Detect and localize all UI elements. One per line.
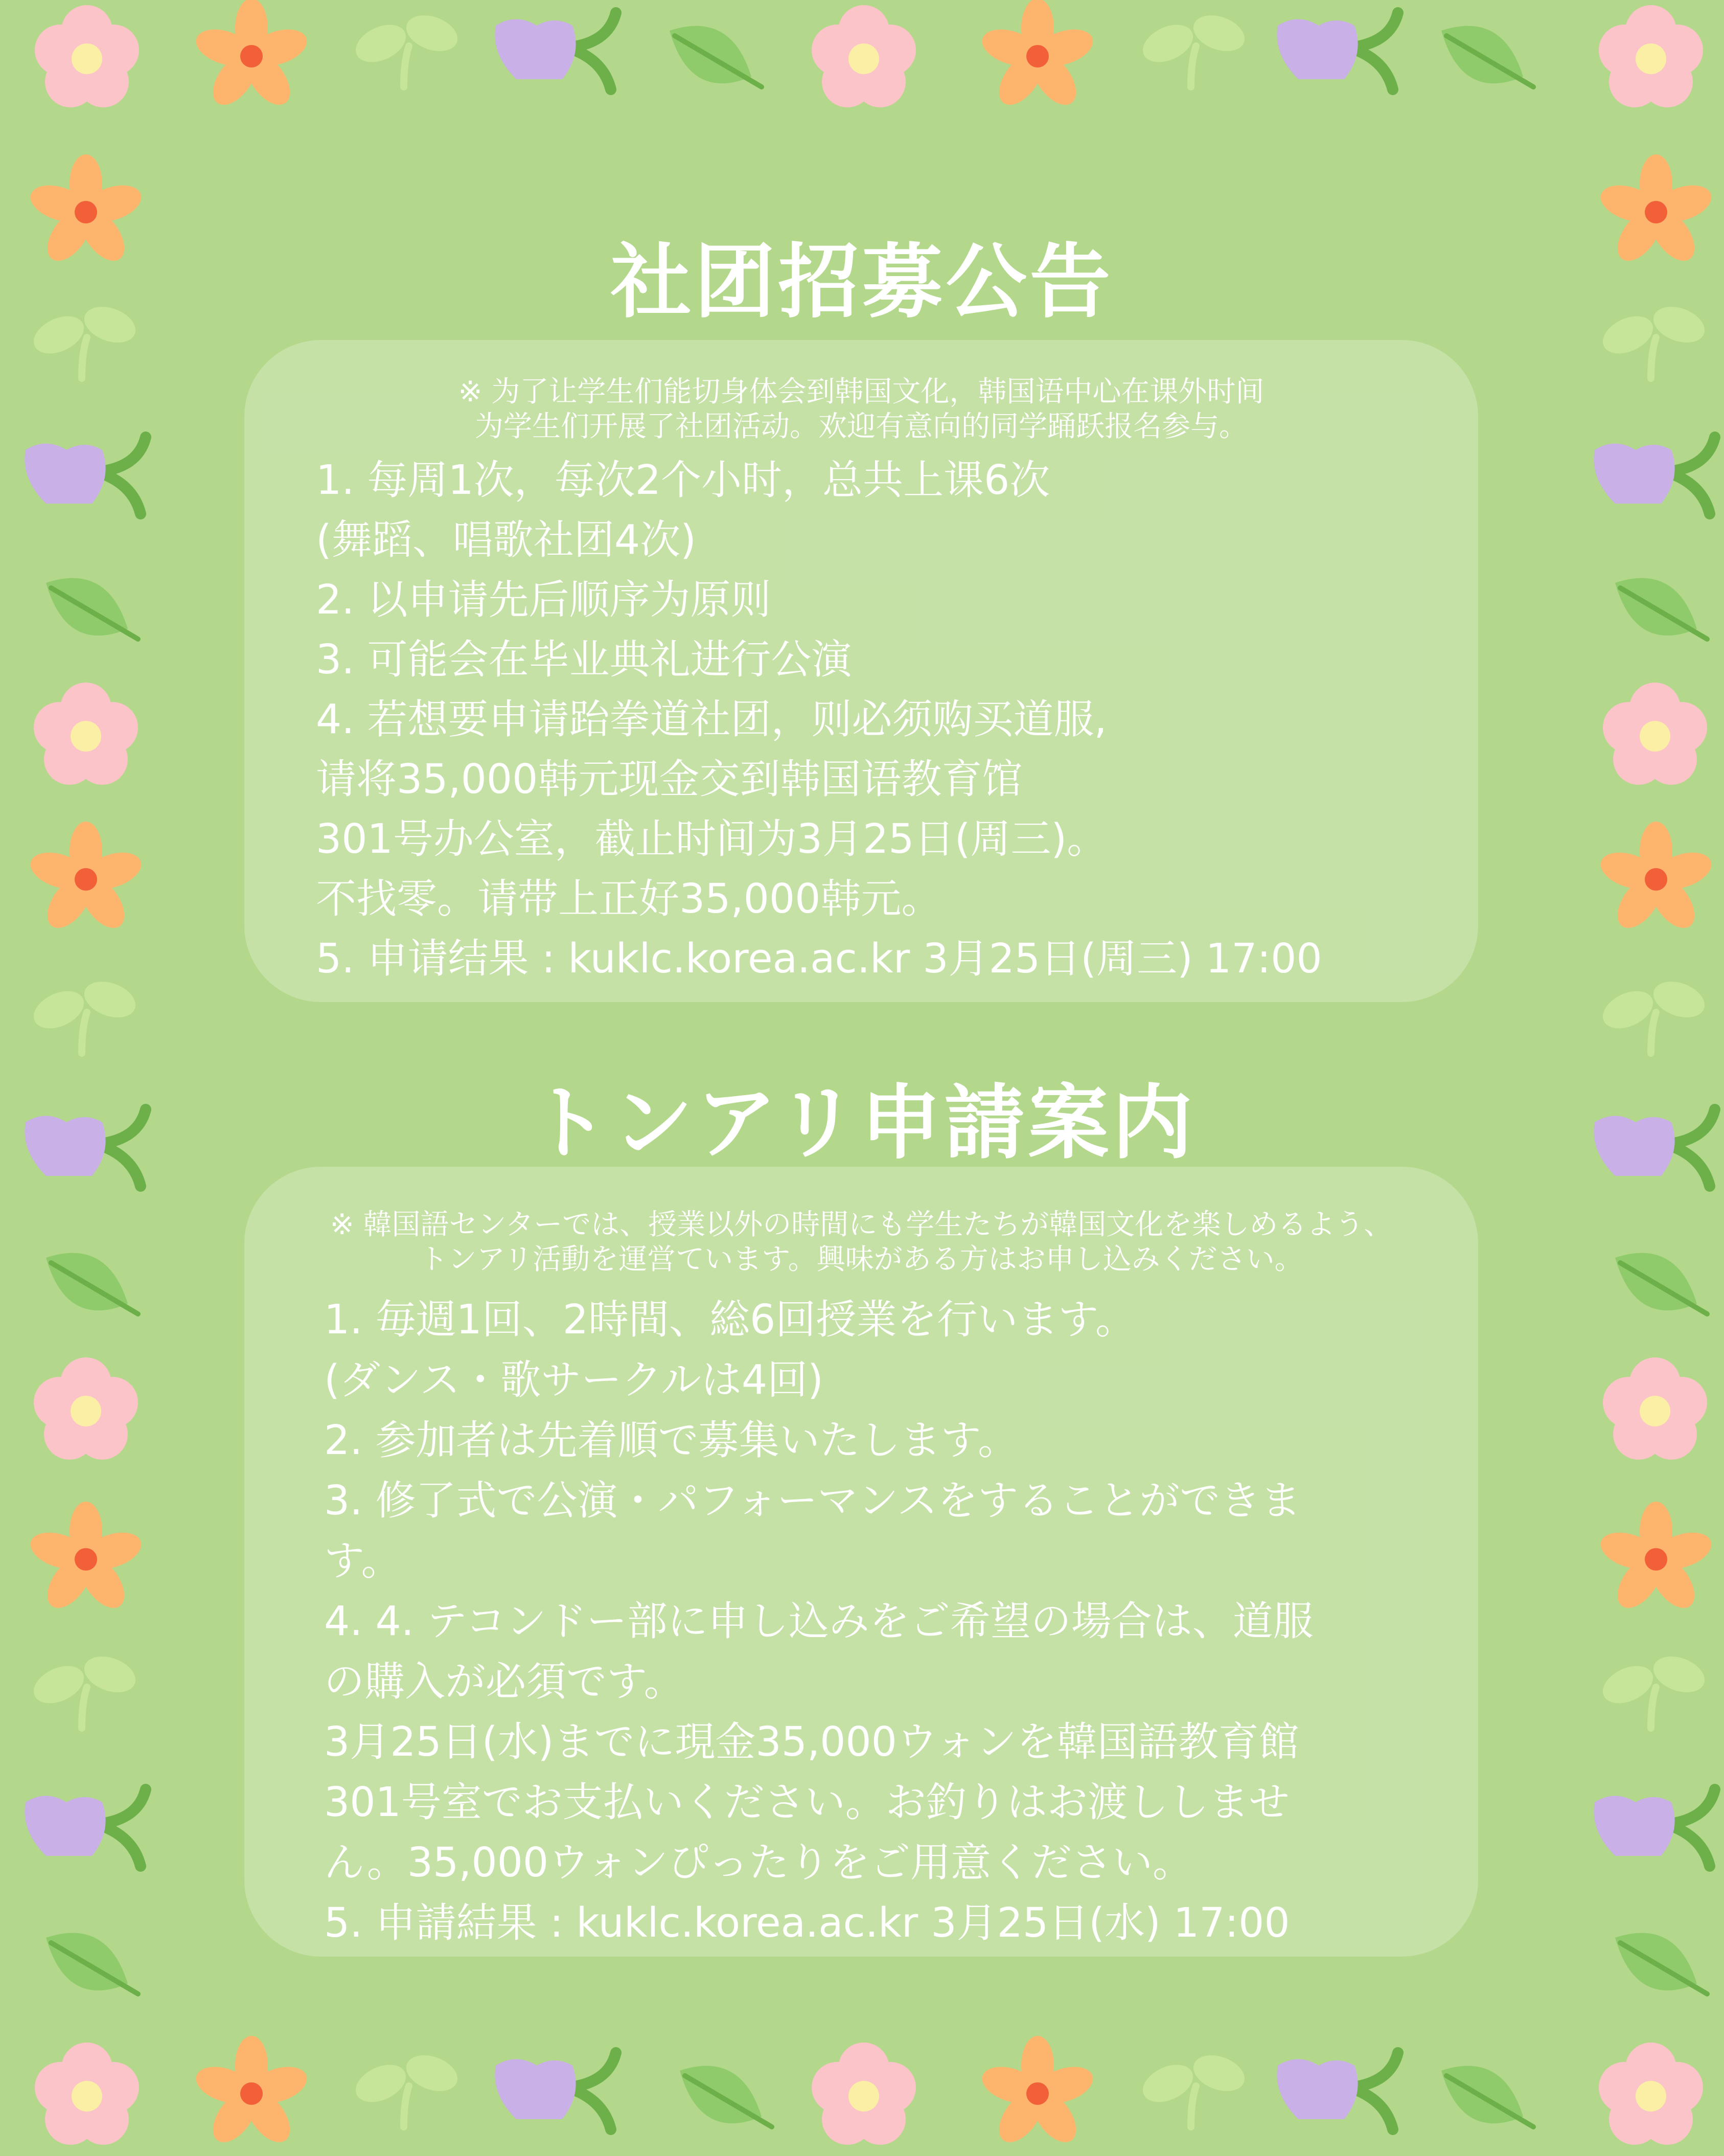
japanese-list-line: 1. 毎週1回、2時間、総6回授業を行います。 bbox=[324, 1296, 1136, 1343]
pink-flower-icon bbox=[35, 2042, 139, 2145]
leaf-icon bbox=[46, 1933, 138, 1994]
japanese-result-line: 5. 申請結果 : kuklc.korea.ac.kr 3月25日(水) 17:00 bbox=[324, 1899, 1290, 1946]
sprout-icon bbox=[1137, 9, 1249, 87]
chinese-list-line: 4. 若想要申请跆拳道社团，则必须购买道服, bbox=[316, 696, 1107, 743]
leaf-icon bbox=[680, 2066, 772, 2127]
sprout-icon bbox=[1597, 975, 1709, 1053]
leaf-icon bbox=[1615, 578, 1707, 639]
orange-flower-icon bbox=[192, 2036, 312, 2150]
sprout-icon bbox=[1597, 1650, 1709, 1728]
japanese-list-line: (ダンス・歌サークルは4回) bbox=[324, 1356, 823, 1403]
chinese-list-line: 1. 每周1次，每次2个小时，总共上课6次 bbox=[316, 457, 1050, 504]
chinese-list-line: 3. 可能会在毕业典礼进行公演 bbox=[316, 636, 852, 683]
purple-tulip-icon bbox=[25, 437, 146, 514]
japanese-list-line: 2. 参加者は先着順で募集いたします。 bbox=[324, 1417, 1019, 1464]
chinese-result-line: 5. 申请结果 : kuklc.korea.ac.kr 3月25日(周三) 17:00 bbox=[316, 935, 1322, 982]
pink-flower-icon bbox=[1603, 1357, 1707, 1460]
japanese-info-panel bbox=[244, 1167, 1478, 1957]
pink-flower-icon bbox=[1599, 2042, 1703, 2145]
orange-flower-icon bbox=[26, 822, 146, 936]
orange-flower-icon bbox=[192, 0, 312, 112]
chinese-list-line: (舞蹈、唱歌社团4次) bbox=[316, 516, 696, 563]
chinese-list-line: 301号办公室，截止时间为3月25日(周三)。 bbox=[316, 815, 1108, 863]
purple-tulip-icon bbox=[25, 1789, 146, 1866]
sprout-icon bbox=[350, 2049, 462, 2127]
leaf-icon bbox=[670, 26, 762, 87]
leaf-icon bbox=[46, 1253, 138, 1314]
japanese-list-line: 3. 修了式で公演・パフォーマンスをすることができま bbox=[324, 1477, 1301, 1524]
orange-flower-icon bbox=[978, 2036, 1098, 2150]
pink-flower-icon bbox=[34, 683, 138, 785]
leaf-icon bbox=[1615, 1253, 1707, 1314]
chinese-list-line: 2. 以申请先后顺序为原则 bbox=[316, 576, 771, 623]
purple-tulip-icon bbox=[1277, 13, 1398, 89]
japanese-list-line: ん。35,000ウォンぴったりをご用意ください。 bbox=[324, 1839, 1193, 1886]
orange-flower-icon bbox=[1596, 1502, 1716, 1616]
purple-tulip-icon bbox=[1594, 1789, 1715, 1866]
sprout-icon bbox=[1137, 2049, 1249, 2127]
orange-flower-icon bbox=[26, 1502, 146, 1616]
sprout-icon bbox=[350, 9, 462, 87]
leaf-icon bbox=[46, 578, 138, 639]
japanese-list-line: す。 bbox=[324, 1537, 402, 1584]
leaf-icon bbox=[1615, 1933, 1707, 1994]
japanese-list bbox=[324, 1289, 1314, 1953]
leaf-icon bbox=[1441, 2066, 1533, 2127]
chinese-list-line: 不找零。请带上正好35,000韩元。 bbox=[316, 875, 942, 922]
pink-flower-icon bbox=[812, 2042, 916, 2145]
japanese-title: トンアリ申請案内 bbox=[528, 1076, 1196, 1170]
purple-tulip-icon bbox=[495, 13, 616, 89]
pink-flower-icon bbox=[35, 5, 139, 107]
orange-flower-icon bbox=[1596, 822, 1716, 936]
japanese-list-line: 3月25日(水)までに現金35,000ウォンを韓国語教育館 bbox=[324, 1718, 1299, 1765]
purple-tulip-icon bbox=[495, 2053, 616, 2129]
pink-flower-icon bbox=[1599, 5, 1703, 107]
chinese-title: 社团招募公告 bbox=[610, 235, 1114, 329]
orange-flower-icon bbox=[978, 0, 1098, 112]
sprout-icon bbox=[28, 975, 140, 1053]
chinese-info-panel bbox=[244, 340, 1478, 1002]
leaf-icon bbox=[1441, 26, 1533, 87]
chinese-intro-line: 为学生们开展了社团活动。欢迎有意向的同学踊跃报名参与。 bbox=[475, 410, 1248, 443]
japanese-list-line: 301号室でお支払いください。お釣りはお渡ししませ bbox=[324, 1779, 1290, 1826]
purple-tulip-icon bbox=[1277, 2053, 1398, 2129]
japanese-intro bbox=[244, 1208, 1478, 1277]
japanese-list-line: 4. 4. テコンドー部に申し込みをご希望の場合は、道服 bbox=[324, 1598, 1314, 1645]
chinese-intro-line: ※ 为了让学生们能切身体会到韩国文化，韩国语中心在课外时间 bbox=[458, 375, 1265, 408]
japanese-list-line: の購入が必須です。 bbox=[324, 1658, 684, 1705]
japanese-intro-line: トンアリ活動を運営ています。興味がある方はお申し込みください。 bbox=[419, 1243, 1303, 1276]
pink-flower-icon bbox=[1603, 683, 1707, 785]
sprout-icon bbox=[28, 1650, 140, 1728]
purple-tulip-icon bbox=[1594, 437, 1715, 514]
chinese-list-line: 请将35,000韩元现金交到韩国语教育馆 bbox=[316, 756, 1023, 803]
japanese-intro-line: ※ 韓国語センターでは、授業以外の時間にも学生たちが韓国文化を楽しめるよう、 bbox=[330, 1208, 1393, 1241]
chinese-list bbox=[316, 450, 1322, 989]
pink-flower-icon bbox=[34, 1357, 138, 1460]
chinese-intro bbox=[244, 375, 1478, 444]
pink-flower-icon bbox=[812, 5, 916, 107]
